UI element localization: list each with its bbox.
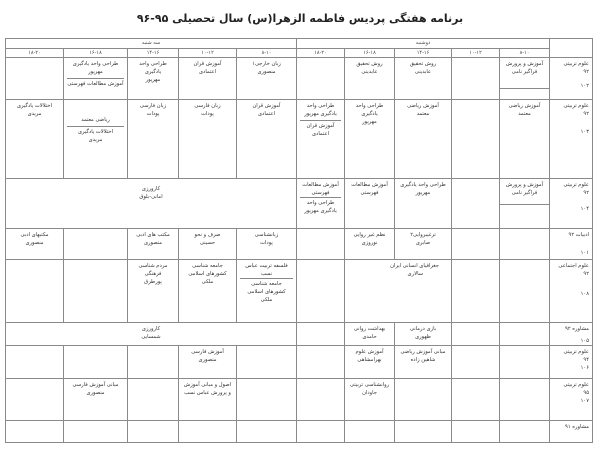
cell-text: بهرامشاهی: [357, 357, 382, 363]
cell-text: فرهنگی: [144, 271, 162, 277]
cell-text: نظم غیر روایی: [353, 232, 386, 238]
cell-text: اعتمادی: [198, 69, 217, 75]
class-cell: [63, 420, 128, 443]
slot-mon-16-18: ۱۶-۱۸: [344, 48, 395, 58]
cell-text: علوم اجتماعی: [558, 263, 589, 269]
class-cell: [499, 99, 550, 179]
page-title: برنامه هفتگی پردیس فاطمه الزهرا(س) سال تحصیلی ۹۵-۹۶: [136, 12, 464, 25]
cell-text: یادگیری: [144, 69, 162, 75]
cell-text: مهرپور: [145, 77, 161, 83]
cell-text: آموزش مطالعات: [351, 182, 388, 188]
cell-text: مشاوره ۹۲: [565, 326, 589, 332]
cell-text: کشورهای اسلامی: [247, 289, 286, 295]
class-cell: [236, 345, 297, 379]
cell-text: آموزش و پرورش: [505, 182, 544, 188]
class-cell: [451, 228, 500, 260]
cell-text: آموزش قران: [193, 61, 222, 67]
class-cell: [499, 228, 550, 260]
class-cell: [394, 99, 452, 179]
class-cell: [394, 57, 452, 100]
row-label-edu-92-103: [549, 99, 593, 179]
class-cell: [127, 259, 179, 323]
cell-text: جامعه شناسی: [251, 281, 282, 287]
cell-text: حسینی: [199, 240, 216, 246]
cell-text: عابدینی: [361, 69, 378, 75]
cell-text: روش تحقیق: [409, 61, 437, 67]
cell-divider: [67, 78, 124, 79]
cell-text: ۱۰۴: [580, 206, 589, 212]
slot-mon-18-20: ۱۸-۲۰: [296, 48, 345, 58]
class-cell: [5, 57, 64, 100]
cell-text: صرف و نحو: [194, 232, 221, 238]
cell-text: ۱۰۷: [580, 398, 589, 404]
cell-text: طراحی واحد یادگیری: [400, 182, 446, 188]
cell-text: امانی-بلوق: [139, 194, 163, 200]
cell-text: منصوری: [143, 240, 163, 246]
cell-text: علوم تربیتی: [563, 182, 589, 188]
class-cell: [394, 228, 452, 260]
day-header-tuesday: سه شنبه: [5, 38, 297, 49]
cell-text: ۱۰۶: [580, 365, 589, 371]
cell-text: علوم تربیتی: [563, 349, 589, 355]
cell-text: یادگیری: [361, 111, 378, 117]
cell-text: یادگیری مهرپور: [304, 208, 337, 214]
cell-text: فهرستی: [311, 190, 330, 196]
cell-text: مهرپور: [415, 190, 431, 196]
class-cell: [236, 420, 297, 443]
cell-text: و پرورش عباس نسب: [184, 390, 231, 396]
cell-text: علوم تربیتی: [563, 382, 589, 388]
cell-text: معتمد: [518, 111, 531, 117]
row-label-social-92-108: [549, 259, 593, 323]
cell-text: اختلالات یادگیری: [16, 103, 53, 109]
class-cell: [344, 322, 395, 346]
class-cell: [499, 259, 550, 323]
cell-text: آموزش و پرورش: [505, 61, 544, 67]
row-label-edu-92-104: [549, 178, 593, 229]
cell-text: نسب: [260, 271, 273, 277]
cell-text: آموزش علوم: [355, 349, 384, 355]
cell-text: نوروزی: [361, 240, 378, 246]
cell-text: اصول و مبانی آموزش: [183, 382, 232, 388]
slot-mon-14-16: ۱۴-۱۶: [394, 48, 452, 58]
class-cell: [451, 345, 500, 379]
class-cell: [5, 420, 64, 443]
row-label-counseling-91: [549, 420, 593, 443]
class-cell: [344, 259, 395, 323]
class-cell: [296, 322, 345, 346]
day-header-monday: دوشنبه: [296, 38, 550, 49]
cell-text: مردم شناسی: [138, 263, 168, 269]
cell-text: منصوری: [86, 390, 105, 396]
cell-text: کشورهای اسلامی: [188, 271, 227, 277]
cell-text: معتمد: [416, 111, 430, 117]
class-cell: [63, 228, 128, 260]
class-cell: [5, 228, 64, 260]
class-cell: [127, 228, 179, 260]
class-cell: [63, 99, 128, 179]
class-cell: [499, 378, 550, 421]
class-cell: [499, 345, 550, 379]
class-cell: [127, 99, 179, 179]
cell-text: کارورزی: [141, 326, 161, 332]
cell-text: طراحی واحد: [306, 200, 335, 206]
cell-text: مبانی آموزش ریاضی: [400, 349, 446, 355]
cell-text: سالاری: [407, 271, 423, 277]
cell-text: ۱۰۳: [580, 129, 589, 135]
row-label-edu-92-102: [549, 57, 593, 100]
row-label-counseling-92-105: [549, 322, 593, 346]
cell-text: روانشناسی تربیتی: [349, 382, 390, 388]
class-cell: [178, 99, 237, 179]
cell-text: ملکی: [260, 297, 273, 303]
class-cell: [344, 378, 395, 421]
cell-text: جاودان: [362, 390, 377, 396]
cell-text: مکتبهای ادبی: [20, 232, 49, 238]
class-cell: [296, 378, 345, 421]
slot-tue-18-20: ۱۸-۲۰: [5, 48, 64, 58]
class-cell: [394, 178, 452, 229]
slot-tue-16-18: ۱۶-۱۸: [63, 48, 128, 58]
cell-text: آموزش مطالعات: [302, 182, 339, 188]
cell-text: طراحی واحد یادگیری: [72, 61, 119, 67]
class-cell: [178, 345, 237, 379]
cell-text: جامعه شناسی: [192, 263, 223, 269]
class-cell: [63, 259, 128, 323]
class-cell: [296, 345, 345, 379]
class-cell: [394, 345, 452, 379]
class-cell: [451, 378, 500, 421]
cell-text: اعتمادی: [257, 111, 276, 117]
cell-text: مهرپور: [88, 69, 103, 75]
class-cell: [5, 259, 64, 323]
cell-divider: [67, 126, 124, 127]
class-cell: [5, 345, 64, 379]
cell-text: منصوری: [198, 357, 217, 363]
slot-tue-8-10: ۸-۱۰: [236, 48, 297, 58]
cell-text: صابری: [415, 240, 431, 246]
class-cell: [394, 322, 452, 346]
class-cell: [178, 378, 237, 421]
cell-text: ۹۲: [583, 111, 589, 117]
class-cell: [236, 259, 297, 323]
cell-text: پودات: [260, 240, 273, 246]
class-cell: [127, 378, 179, 421]
class-cell: [5, 378, 64, 421]
cell-text: علوم تربیتی: [563, 103, 589, 109]
class-cell: [344, 99, 395, 179]
cell-text: فهرستی: [360, 190, 379, 196]
class-cell: [344, 57, 395, 100]
class-cell: [451, 322, 500, 346]
cell-text: آموزش قران: [252, 103, 281, 109]
cell-text: کارورزی: [141, 186, 161, 192]
class-cell: [344, 228, 395, 260]
cell-text: ۹۲: [583, 271, 589, 277]
cell-text: ۱۰۵: [580, 338, 589, 344]
cell-text: اختلالات یادگیری: [77, 129, 114, 135]
cell-text: ۱۰۸: [580, 291, 589, 297]
class-cell: [451, 178, 500, 229]
class-cell: [178, 57, 237, 100]
class-cell: [178, 228, 237, 260]
cell-text: حامدی: [362, 334, 377, 340]
class-cell: [63, 378, 128, 421]
cell-text: شمسایی: [141, 334, 161, 340]
class-cell: [127, 420, 179, 443]
cell-text: ۹۵: [583, 390, 589, 396]
cell-text: پودات: [201, 111, 214, 117]
cell-text: ملکی: [201, 279, 214, 285]
cell-text: آموزش ریاضی: [407, 103, 439, 109]
class-cell: [499, 57, 550, 100]
class-cell: [296, 259, 345, 323]
class-cell: [344, 178, 395, 229]
class-cell: [451, 57, 500, 100]
cell-text: طراحی واحد: [139, 61, 167, 67]
cell-text: مکتب های ادبی: [136, 232, 170, 238]
cell-text: فلسفه تربیت عباس: [245, 263, 288, 269]
class-cell: [236, 228, 297, 260]
cell-text: یادگیری مهرپور: [304, 111, 337, 117]
class-cell: [451, 99, 500, 179]
class-cell: [499, 322, 550, 346]
cell-text: فراگیر نامی: [511, 190, 538, 196]
class-cell: [344, 420, 395, 443]
cell-text: مبانی آموزش فارسی: [72, 382, 119, 388]
cell-text: ۱۰۲: [580, 83, 589, 89]
cell-text: آموزش ریاضی: [508, 103, 541, 109]
cell-text: مشاوره ۹۱: [565, 424, 589, 430]
cell-divider: [499, 204, 549, 205]
cell-text: آموزش قران: [306, 123, 335, 129]
slot-mon-8-10: ۸-۱۰: [499, 48, 550, 58]
cell-text: زبان فارسی: [139, 103, 167, 109]
cell-text: پودات: [146, 111, 160, 117]
class-cell: [296, 178, 345, 229]
row-label-edu-94-106: [549, 345, 593, 379]
cell-text: آموزش مطالعات فهرستی: [67, 81, 124, 87]
cell-text: شاهین زاده: [410, 357, 436, 363]
cell-text: طراحی واحد: [355, 103, 384, 109]
class-cell: [127, 57, 179, 100]
class-cell: [63, 345, 128, 379]
class-cell-internship: [5, 322, 297, 346]
cell-text: ۹۴: [583, 357, 589, 363]
cell-text: مریدی: [27, 111, 42, 117]
slot-mon-10-12: ۱۰-۱۲: [451, 48, 500, 58]
cell-text: علوم تربیتی: [563, 61, 589, 67]
class-cell: [63, 57, 128, 100]
class-cell: [178, 420, 237, 443]
cell-text: ۱۰۱: [580, 250, 589, 256]
cell-text: بهداشت روانی: [353, 326, 386, 332]
cell-divider: [300, 197, 341, 198]
cell-text: ظهوری: [415, 334, 431, 340]
cell-text: اعتمادی: [311, 131, 330, 137]
class-cell: [296, 57, 345, 100]
cell-text: ۹۲: [583, 69, 589, 75]
row-label-literature-92-101: [549, 228, 593, 260]
cell-text: منصوری: [257, 69, 276, 75]
cell-text: عابدینی: [414, 69, 432, 75]
cell-text: زبان فارسی: [194, 103, 221, 109]
class-cell: [236, 57, 297, 100]
cell-text: جغرافیای انسانی ایران: [390, 263, 439, 269]
row-label-edu-95-107: [549, 378, 593, 421]
class-cell: [236, 378, 297, 421]
class-cell: [451, 259, 500, 323]
class-cell: [236, 99, 297, 179]
cell-text: زبان خارجی۱: [252, 61, 281, 67]
class-cell: [344, 345, 395, 379]
cell-divider: [240, 278, 293, 279]
class-cell: [451, 420, 500, 443]
header-corner: [549, 38, 593, 58]
cell-text: ترغیبروایی۲: [410, 232, 436, 238]
cell-text: منصوری: [25, 240, 44, 246]
class-cell: [394, 378, 452, 421]
cell-divider: [300, 120, 341, 121]
class-cell: [127, 345, 179, 379]
cell-divider: [499, 88, 549, 89]
cell-text: روش تحقیق: [356, 61, 383, 67]
class-cell: [499, 420, 550, 443]
slot-tue-10-12: ۱۰-۱۲: [178, 48, 237, 58]
cell-text: زبانشناسی: [254, 232, 279, 238]
cell-text: مریدی: [88, 137, 103, 143]
class-cell: [178, 259, 237, 323]
cell-text: طراحی واحد: [306, 103, 335, 109]
slot-tue-14-16: ۱۴-۱۶: [127, 48, 179, 58]
class-cell: [394, 420, 452, 443]
class-cell: [5, 99, 64, 179]
cell-text: ادبیات ۹۲: [568, 232, 589, 238]
class-cell: [296, 99, 345, 179]
cell-text: ریاضی معتمد: [81, 117, 110, 123]
cell-text: فراگیر نامی: [511, 69, 538, 75]
class-cell: [296, 420, 345, 443]
cell-text: مهرپور: [362, 119, 377, 125]
cell-text: بازی درمانی: [409, 326, 437, 332]
cell-text: ۹۲: [583, 190, 589, 196]
cell-text: پورطرق: [144, 279, 162, 285]
class-cell-internship: [5, 178, 297, 229]
cell-text: آموزش فارسی: [191, 349, 224, 355]
class-cell: [296, 228, 345, 260]
